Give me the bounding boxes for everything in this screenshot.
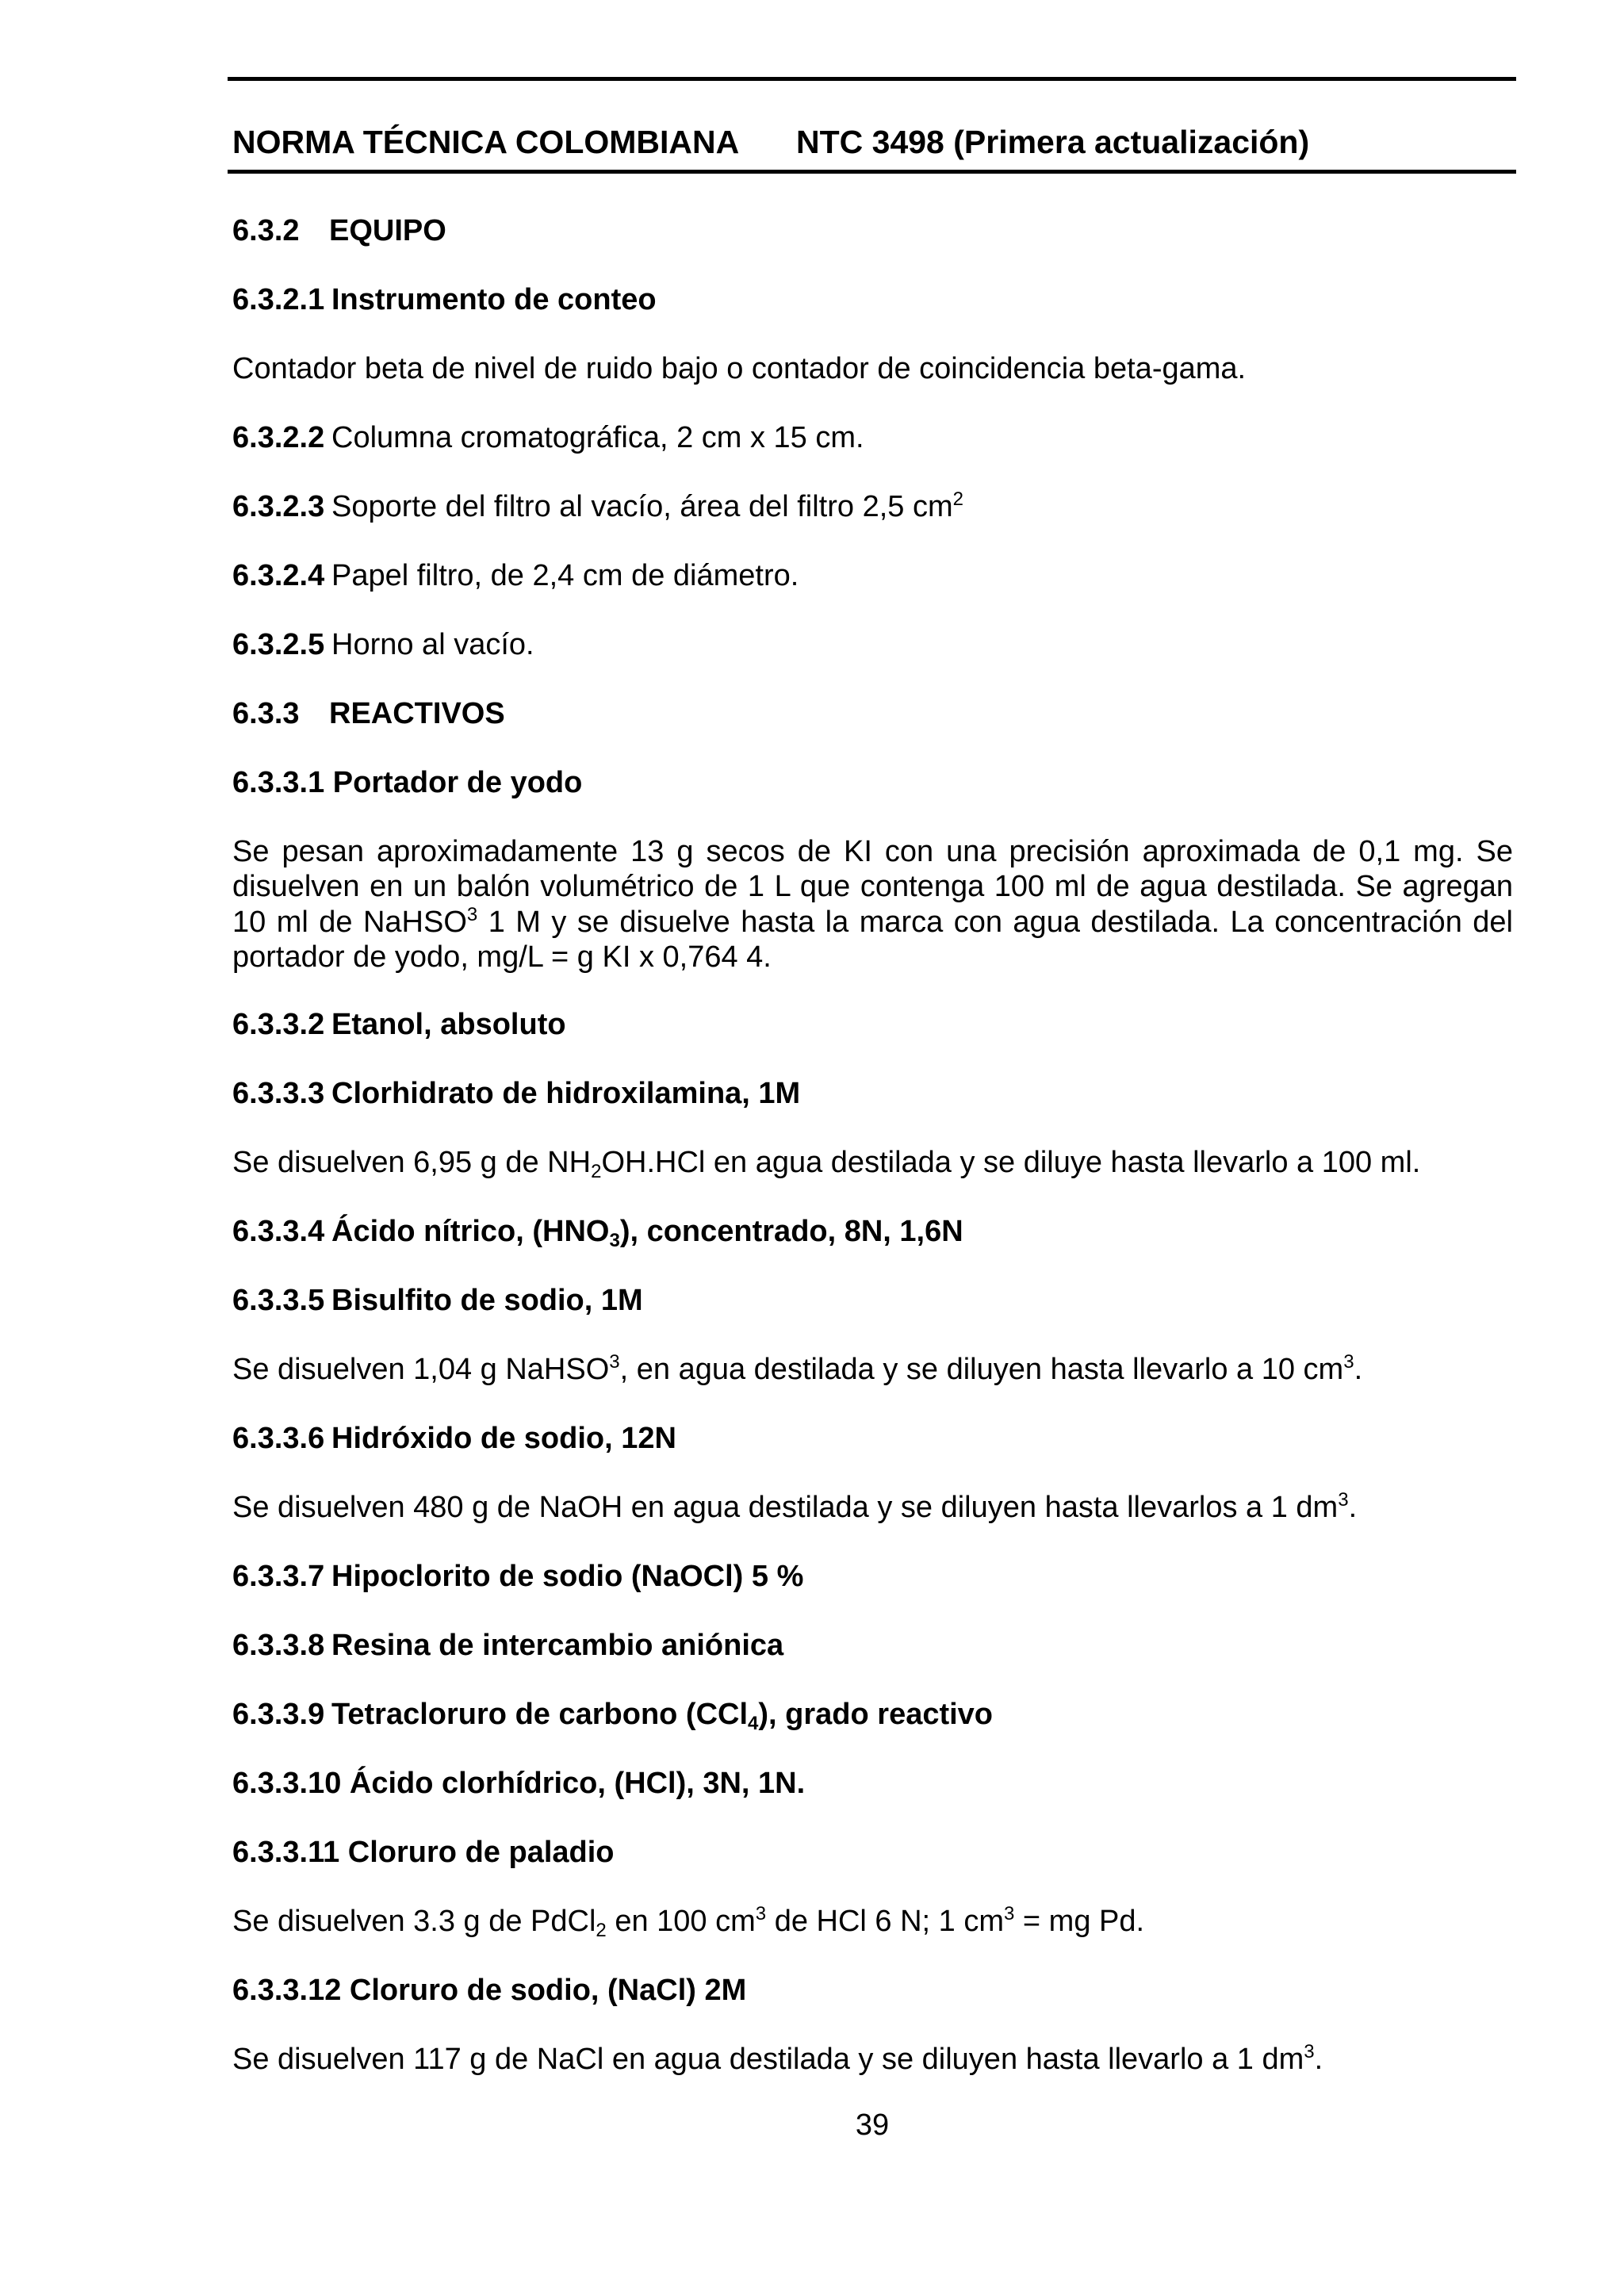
paragraph-line: portador de yodo, mg/L = g KI x 0,764 4.: [232, 940, 772, 974]
section-6-3-3-9-heading: 6.3.3.9 Tetracloruro de carbono (CCl$_4$), grado reactivo: [232, 1698, 994, 1734]
section-6-3-3-11-text: Se disuelven 3.3 g de PdCl$_2$ en 100 $cm^3$ de HCl 6 N; 1 $cm^3$ = mg Pd.: [232, 1903, 1145, 1941]
section-6-3-3-heading: 6.3.3 REACTIVOS: [232, 697, 505, 730]
header-standard-code: NTC 3498 (Primera actualización): [796, 124, 1310, 160]
section-6-3-3-6-heading: 6.3.3.6 Hidróxido de sodio, 12N: [232, 1422, 676, 1455]
section-6-3-2-heading: 6.3.2 EQUIPO: [232, 214, 446, 247]
section-6-3-2-1-heading: 6.3.2.1 Instrumento de conteo: [232, 283, 657, 316]
section-6-3-3-7-heading: 6.3.3.7 Hipoclorito de sodio (NaOCl) 5 %: [232, 1560, 804, 1593]
section-6-3-2-3: 6.3.2.3 Soporte del filtro al vacío, área del filtro 2,5 $cm^2$: [232, 488, 963, 523]
section-6-3-3-5-heading: 6.3.3.5 Bisulfito de sodio, 1M: [232, 1284, 643, 1317]
section-6-3-3-1-heading: 6.3.3.1 Portador de yodo: [232, 766, 583, 799]
page-number: 39: [855, 2108, 890, 2142]
section-6-3-2-1-text: Contador beta de nivel de ruido bajo o contador de coincidencia beta-gama.: [232, 352, 1247, 385]
section-6-3-3-1-paragraph: [232, 834, 1513, 975]
section-6-3-3-4-heading: 6.3.3.4 Ácido nítrico, $(HNO_3)$, concentrado, 8N, 1,6N: [232, 1215, 963, 1251]
header-code: [796, 124, 1309, 159]
paragraph-line: disuelven en un balón volumétrico de 1 L que contenga 100 ml de agua destilada. Se agregan: [232, 870, 1513, 904]
header: [232, 124, 739, 159]
paragraph-line: Se pesan aproximadamente 13 g secos de KI con una precisión aproximada de 0,1 mg. Se: [232, 835, 1513, 868]
paragraph-line: 10 ml de NaHSO$^3$ 1 M y se disuelve hasta la marca con agua destilada. La concentración del: [232, 903, 1513, 939]
header-standard-name: NORMA TÉCNICA COLOMBIANA: [232, 124, 740, 160]
section-6-3-3-5-text: Se disuelven 1,04 g NaHSO$^3$, en agua destilada y se diluyen hasta llevarlo a 10 $cm^3$.: [232, 1351, 1363, 1386]
section-6-3-3-11-heading: 6.3.3.11 Cloruro de paladio: [232, 1836, 615, 1869]
section-6-3-3-12-heading: 6.3.3.12 Cloruro de sodio, (NaCl) 2M: [232, 1974, 747, 2007]
section-6-3-3-10-heading: 6.3.3.10 Ácido clorhídrico, (HCl), 3N, 1N.: [232, 1767, 806, 1800]
section-6-3-3-12-text: Se disuelven 117 g de NaCl en agua destilada y se diluyen hasta llevarlo a 1 $dm^3$.: [232, 2041, 1323, 2076]
section-6-3-2-2: 6.3.2.2 Columna cromatográfica, 2 cm x 15 cm.: [232, 421, 864, 454]
section-6-3-2-5: 6.3.2.5 Horno al vacío.: [232, 628, 534, 661]
section-6-3-3-8-heading: 6.3.3.8 Resina de intercambio aniónica: [232, 1629, 784, 1662]
section-6-3-3-2-heading: 6.3.3.2 Etanol, absoluto: [232, 1008, 566, 1041]
header-bottom-rule: [228, 170, 1516, 174]
section-6-3-3-6-text: Se disuelven 480 g de NaOH en agua destilada y se diluyen hasta llevarlos a 1 $dm^3$.: [232, 1489, 1358, 1524]
section-6-3-2-4: 6.3.2.4 Papel filtro, de 2,4 cm de diámetro.: [232, 559, 799, 592]
section-6-3-3-3-heading: 6.3.3.3 Clorhidrato de hidroxilamina, 1M: [232, 1077, 801, 1110]
section-6-3-3-3-text: Se disuelven 6,95 g de $NH_2OH.HCl$ en agua destilada y se diluye hasta llevarlo a 100 ml.: [232, 1146, 1421, 1182]
header-top-rule: [228, 77, 1516, 81]
